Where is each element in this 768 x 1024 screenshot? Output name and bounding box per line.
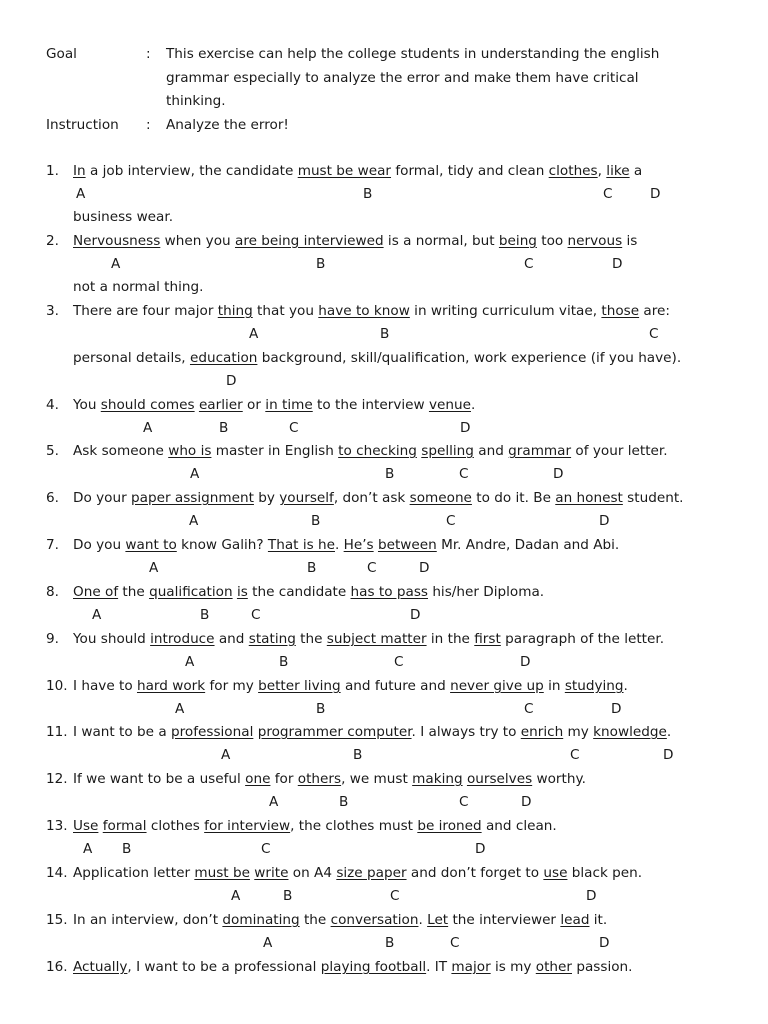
underlined-option: making bbox=[412, 771, 463, 787]
item-number: 12. bbox=[46, 771, 68, 787]
underlined-option: first bbox=[474, 631, 501, 647]
goal-line-2: grammar especially to analyze the error and make them have critical bbox=[166, 70, 639, 86]
option-letter: D bbox=[226, 373, 237, 389]
underlined-option: Use bbox=[73, 818, 99, 834]
item-number: 4. bbox=[46, 397, 59, 413]
option-letter: B bbox=[353, 747, 363, 763]
sentence-text: and bbox=[214, 631, 249, 647]
sentence-text: . I always try to bbox=[411, 724, 521, 740]
option-letter: A bbox=[269, 794, 279, 810]
underlined-option: never give up bbox=[450, 678, 544, 694]
item-sentence bbox=[73, 303, 670, 319]
item-sentence bbox=[73, 771, 586, 787]
sentence-text: . IT bbox=[426, 959, 452, 975]
option-letter: A bbox=[231, 888, 241, 904]
underlined-option: major bbox=[451, 959, 491, 975]
sentence-text: on A4 bbox=[288, 865, 337, 881]
sentence-text: , the clothes must bbox=[290, 818, 418, 834]
item-sentence bbox=[73, 490, 683, 506]
underlined-option: introduce bbox=[150, 631, 215, 647]
sentence-text: business wear. bbox=[73, 209, 174, 225]
item-number: 5. bbox=[46, 443, 59, 459]
option-letter: A bbox=[111, 256, 121, 272]
item-sentence bbox=[73, 724, 671, 740]
sentence-text: to the interview bbox=[312, 397, 429, 413]
option-letter: B bbox=[311, 513, 321, 529]
underlined-option: education bbox=[189, 350, 258, 366]
sentence-text: his/her Diploma. bbox=[428, 584, 545, 600]
option-letter: A bbox=[92, 607, 102, 623]
sentence-text: Ask someone bbox=[73, 443, 169, 459]
underlined-option: like bbox=[606, 163, 630, 179]
sentence-text: when you bbox=[160, 233, 235, 249]
sentence-text: . bbox=[666, 724, 672, 740]
sentence-text: Do your bbox=[73, 490, 131, 506]
item-sentence bbox=[73, 163, 642, 179]
underlined-option: has to pass bbox=[350, 584, 428, 600]
option-letter: B bbox=[307, 560, 317, 576]
sentence-text: . bbox=[334, 537, 344, 553]
option-letter: D bbox=[475, 841, 486, 857]
item-number: 1. bbox=[46, 163, 59, 179]
sentence-text: student. bbox=[622, 490, 684, 506]
instruction-label: Instruction bbox=[46, 117, 119, 133]
option-letter: B bbox=[339, 794, 349, 810]
exercise-item bbox=[0, 490, 768, 536]
sentence-text: is a normal, but bbox=[383, 233, 499, 249]
underlined-option: thing bbox=[217, 303, 253, 319]
sentence-text: Mr. Andre, Dadan and Abi. bbox=[436, 537, 620, 553]
item-number: 11. bbox=[46, 724, 68, 740]
option-letter: D bbox=[410, 607, 421, 623]
sentence-text: . bbox=[623, 678, 628, 694]
underlined-option: earlier bbox=[198, 397, 243, 413]
underlined-option: be ironed bbox=[417, 818, 482, 834]
item-sentence bbox=[73, 397, 475, 413]
option-letter: A bbox=[263, 935, 273, 951]
underlined-option: Nervousness bbox=[73, 233, 161, 249]
underlined-option: lead bbox=[560, 912, 590, 928]
item-number: 14. bbox=[46, 865, 68, 881]
option-letter: C bbox=[459, 466, 469, 482]
underlined-option: knowledge bbox=[593, 724, 667, 740]
option-letter: D bbox=[419, 560, 430, 576]
underlined-option: He’s bbox=[343, 537, 374, 553]
underlined-option: enrich bbox=[520, 724, 564, 740]
underlined-option: programmer computer bbox=[257, 724, 412, 740]
underlined-option: are being interviewed bbox=[234, 233, 384, 249]
sentence-text: is my bbox=[490, 959, 536, 975]
instruction-text: Analyze the error! bbox=[166, 117, 289, 133]
exercise-item bbox=[0, 912, 768, 958]
underlined-option: to checking bbox=[338, 443, 417, 459]
underlined-option: studying bbox=[564, 678, 624, 694]
item-number: 15. bbox=[46, 912, 68, 928]
option-letter: B bbox=[385, 466, 395, 482]
underlined-option: qualification bbox=[149, 584, 233, 600]
option-letter: A bbox=[190, 466, 200, 482]
underlined-option: In bbox=[73, 163, 86, 179]
sentence-text: There are four major bbox=[73, 303, 218, 319]
sentence-text: passion. bbox=[572, 959, 633, 975]
underlined-option: an honest bbox=[555, 490, 623, 506]
sentence-text: not a normal thing. bbox=[73, 279, 204, 295]
option-letter: B bbox=[316, 256, 326, 272]
underlined-option: should comes bbox=[100, 397, 195, 413]
sentence-text: I have to bbox=[73, 678, 137, 694]
option-letter: C bbox=[603, 186, 613, 202]
sentence-text: of your letter. bbox=[571, 443, 668, 459]
sentence-text: You bbox=[73, 397, 101, 413]
sentence-text: background, skill/qualification, work experience (if you have). bbox=[257, 350, 682, 366]
option-letter: A bbox=[189, 513, 199, 529]
option-letter: C bbox=[251, 607, 261, 623]
sentence-text: a bbox=[629, 163, 643, 179]
option-letter: A bbox=[83, 841, 93, 857]
goal-label: Goal bbox=[46, 46, 77, 62]
goal-line-3: thinking. bbox=[166, 93, 226, 109]
option-letter: D bbox=[612, 256, 623, 272]
item-sentence bbox=[73, 537, 619, 553]
option-letter: C bbox=[289, 420, 299, 436]
item-number: 8. bbox=[46, 584, 59, 600]
exercise-item bbox=[0, 771, 768, 817]
underlined-option: spelling bbox=[421, 443, 474, 459]
sentence-text: for my bbox=[205, 678, 259, 694]
option-letter: B bbox=[283, 888, 293, 904]
underlined-option: conversation bbox=[330, 912, 419, 928]
option-letter: C bbox=[394, 654, 404, 670]
option-letter: D bbox=[663, 747, 674, 763]
underlined-option: subject matter bbox=[326, 631, 427, 647]
sentence-text: Do you bbox=[73, 537, 126, 553]
sentence-text: . bbox=[418, 912, 428, 928]
sentence-text: , I want to be a professional bbox=[127, 959, 321, 975]
goal-line-1: This exercise can help the college students in understanding the english bbox=[166, 46, 660, 62]
sentence-text: by bbox=[253, 490, 280, 506]
sentence-text: the bbox=[299, 912, 331, 928]
sentence-text: black pen. bbox=[567, 865, 643, 881]
sentence-text: the bbox=[118, 584, 150, 600]
option-letter: A bbox=[185, 654, 195, 670]
option-letter: B bbox=[380, 326, 390, 342]
sentence-text: , we must bbox=[341, 771, 413, 787]
underlined-option: dominating bbox=[222, 912, 300, 928]
exercise-item bbox=[0, 233, 768, 295]
sentence-text: the interviewer bbox=[448, 912, 561, 928]
underlined-option: That is he bbox=[267, 537, 335, 553]
item-number: 10. bbox=[46, 678, 68, 694]
underlined-option: other bbox=[535, 959, 572, 975]
underlined-option: those bbox=[601, 303, 640, 319]
underlined-option: use bbox=[543, 865, 568, 881]
sentence-text: the candidate bbox=[247, 584, 351, 600]
option-letter: C bbox=[524, 701, 534, 717]
option-letter: C bbox=[450, 935, 460, 951]
sentence-text: a job interview, the candidate bbox=[85, 163, 298, 179]
exercise-item bbox=[0, 959, 768, 1005]
item-number: 3. bbox=[46, 303, 59, 319]
underlined-option: clothes bbox=[548, 163, 598, 179]
option-letter: C bbox=[261, 841, 271, 857]
underlined-option: Let bbox=[427, 912, 449, 928]
item-sentence bbox=[73, 443, 668, 459]
item-sentence bbox=[73, 959, 632, 975]
underlined-option: venue bbox=[428, 397, 471, 413]
underlined-option: grammar bbox=[508, 443, 572, 459]
underlined-option: must be bbox=[194, 865, 250, 881]
sentence-text: . bbox=[470, 397, 476, 413]
item-continuation bbox=[73, 209, 173, 225]
option-letter: B bbox=[200, 607, 210, 623]
underlined-option: One of bbox=[73, 584, 119, 600]
option-letter: D bbox=[553, 466, 564, 482]
underlined-option: Actually bbox=[73, 959, 128, 975]
sentence-text: in bbox=[543, 678, 565, 694]
sentence-text: , bbox=[597, 163, 607, 179]
exercise-item bbox=[0, 443, 768, 489]
sentence-text: it. bbox=[589, 912, 608, 928]
exercise-item bbox=[0, 818, 768, 864]
underlined-option: stating bbox=[248, 631, 296, 647]
option-letter: B bbox=[316, 701, 326, 717]
item-continuation bbox=[73, 279, 203, 295]
underlined-option: is bbox=[236, 584, 248, 600]
option-letter: C bbox=[390, 888, 400, 904]
option-letter: D bbox=[599, 513, 610, 529]
underlined-option: yourself bbox=[279, 490, 334, 506]
sentence-text: is bbox=[622, 233, 638, 249]
item-number: 6. bbox=[46, 490, 59, 506]
option-letter: C bbox=[459, 794, 469, 810]
sentence-text: and clean. bbox=[481, 818, 557, 834]
sentence-text: too bbox=[536, 233, 568, 249]
item-number: 13. bbox=[46, 818, 68, 834]
sentence-text: clothes bbox=[146, 818, 205, 834]
option-letter: A bbox=[249, 326, 259, 342]
sentence-text: Application letter bbox=[73, 865, 195, 881]
sentence-text: or bbox=[242, 397, 266, 413]
exercise-item bbox=[0, 678, 768, 724]
option-letter: C bbox=[649, 326, 659, 342]
option-letter: A bbox=[143, 420, 153, 436]
underlined-option: better living bbox=[258, 678, 341, 694]
item-sentence bbox=[73, 233, 637, 249]
sentence-text: in writing curriculum vitae, bbox=[409, 303, 602, 319]
sentence-text: are: bbox=[639, 303, 670, 319]
exercise-item bbox=[0, 865, 768, 911]
sentence-text: my bbox=[563, 724, 594, 740]
sentence-text: master in English bbox=[211, 443, 339, 459]
option-letter: A bbox=[221, 747, 231, 763]
sentence-text: I want to be a bbox=[73, 724, 171, 740]
underlined-option: others bbox=[297, 771, 342, 787]
option-letter: D bbox=[521, 794, 532, 810]
exercise-item bbox=[0, 584, 768, 630]
option-letter: C bbox=[446, 513, 456, 529]
option-letter: B bbox=[219, 420, 229, 436]
sentence-text: worthy. bbox=[532, 771, 586, 787]
exercise-item bbox=[0, 397, 768, 443]
item-number: 9. bbox=[46, 631, 59, 647]
underlined-option: for interview bbox=[204, 818, 291, 834]
option-letter: C bbox=[570, 747, 580, 763]
option-letter: C bbox=[367, 560, 377, 576]
underlined-option: one bbox=[245, 771, 271, 787]
sentence-text: personal details, bbox=[73, 350, 190, 366]
option-letter: A bbox=[175, 701, 185, 717]
option-letter: A bbox=[76, 186, 86, 202]
item-sentence bbox=[73, 818, 557, 834]
sentence-text: to do it. Be bbox=[471, 490, 556, 506]
underlined-option: professional bbox=[170, 724, 254, 740]
underlined-option: playing football bbox=[320, 959, 427, 975]
sentence-text: paragraph of the letter. bbox=[500, 631, 665, 647]
underlined-option: nervous bbox=[567, 233, 623, 249]
exercise-item bbox=[0, 163, 768, 225]
underlined-option: want to bbox=[125, 537, 177, 553]
item-sentence bbox=[73, 865, 642, 881]
option-letter: A bbox=[149, 560, 159, 576]
item-sentence bbox=[73, 678, 628, 694]
sentence-text: and future and bbox=[340, 678, 451, 694]
option-letter: D bbox=[586, 888, 597, 904]
underlined-option: in time bbox=[265, 397, 313, 413]
item-continuation bbox=[73, 350, 681, 366]
underlined-option: formal bbox=[102, 818, 147, 834]
exercise-item bbox=[0, 631, 768, 677]
option-letter: D bbox=[520, 654, 531, 670]
option-letter: B bbox=[122, 841, 132, 857]
underlined-option: between bbox=[377, 537, 437, 553]
underlined-option: who is bbox=[168, 443, 212, 459]
sentence-text: , don’t ask bbox=[333, 490, 410, 506]
underlined-option: size paper bbox=[336, 865, 407, 881]
item-sentence bbox=[73, 912, 607, 928]
underlined-option: must be wear bbox=[297, 163, 392, 179]
sentence-text: formal, tidy and clean bbox=[391, 163, 549, 179]
underlined-option: hard work bbox=[136, 678, 206, 694]
option-letter: B bbox=[385, 935, 395, 951]
sentence-text: and don’t forget to bbox=[406, 865, 544, 881]
sentence-text: in the bbox=[426, 631, 475, 647]
sentence-text: that you bbox=[252, 303, 319, 319]
sentence-text: If we want to be a useful bbox=[73, 771, 246, 787]
item-number: 7. bbox=[46, 537, 59, 553]
exercise-item bbox=[0, 303, 768, 389]
sentence-text: You should bbox=[73, 631, 151, 647]
option-letter: D bbox=[599, 935, 610, 951]
underlined-option: paper assignment bbox=[131, 490, 254, 506]
option-letter: C bbox=[524, 256, 534, 272]
item-sentence bbox=[73, 584, 544, 600]
option-letter: D bbox=[650, 186, 661, 202]
underlined-option: someone bbox=[409, 490, 472, 506]
underlined-option: have to know bbox=[318, 303, 410, 319]
item-number: 2. bbox=[46, 233, 59, 249]
option-letter: B bbox=[279, 654, 289, 670]
underlined-option: write bbox=[254, 865, 289, 881]
item-number: 16. bbox=[46, 959, 68, 975]
sentence-text: for bbox=[270, 771, 298, 787]
option-letter: D bbox=[460, 420, 471, 436]
item-sentence bbox=[73, 631, 664, 647]
option-letter: D bbox=[611, 701, 622, 717]
exercise-item bbox=[0, 537, 768, 583]
underlined-option: being bbox=[498, 233, 537, 249]
goal-colon: : bbox=[146, 46, 151, 62]
option-letter: B bbox=[363, 186, 373, 202]
sentence-text: know Galih? bbox=[176, 537, 268, 553]
underlined-option: ourselves bbox=[466, 771, 533, 787]
sentence-text: In an interview, don’t bbox=[73, 912, 223, 928]
exercise-item bbox=[0, 724, 768, 770]
sentence-text: and bbox=[473, 443, 509, 459]
instruction-colon: : bbox=[146, 117, 151, 133]
sentence-text: the bbox=[295, 631, 327, 647]
